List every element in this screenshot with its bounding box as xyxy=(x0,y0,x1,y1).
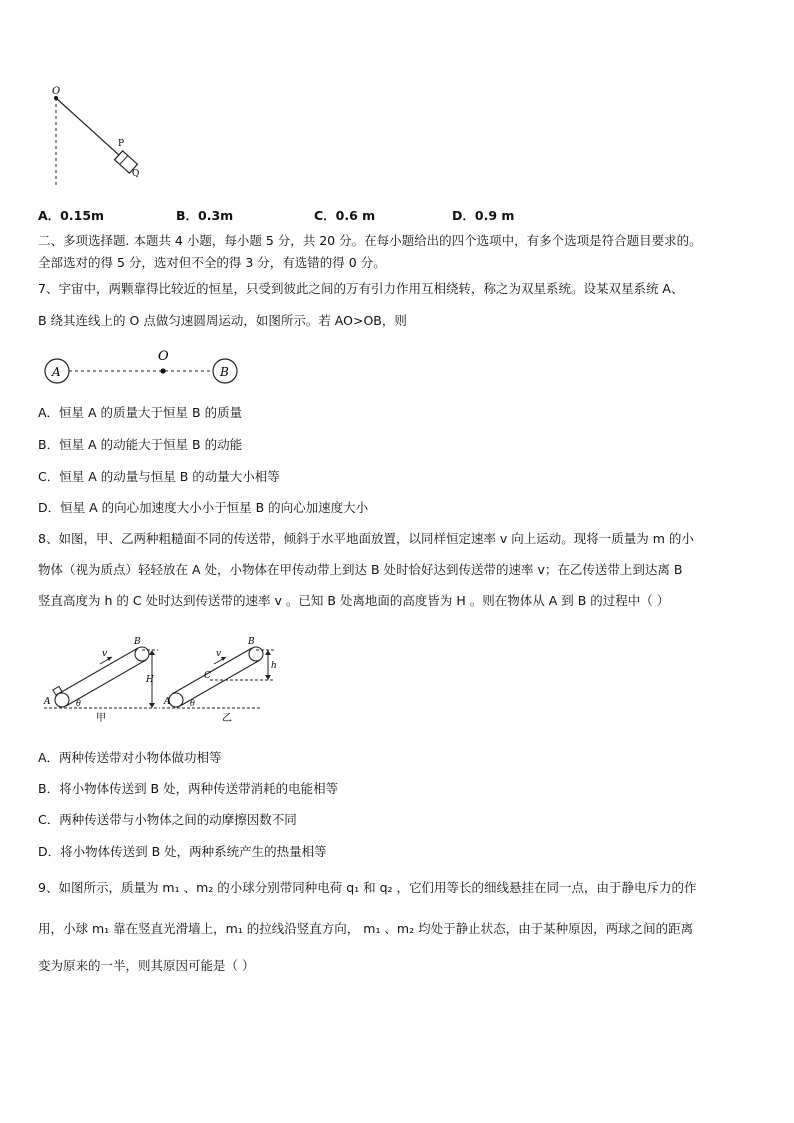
q7-line2: B 绕其连线上的 O 点做匀速圆周运动，如图所示。若 AO>OB，则 xyxy=(38,313,407,328)
star-b-label: B xyxy=(220,365,229,379)
yi-label: 乙 xyxy=(222,713,232,724)
yi-label-theta: θ xyxy=(190,699,195,708)
q7-option-a[interactable]: A．恒星 A 的质量大于恒星 B 的质量 xyxy=(38,405,243,420)
center-o xyxy=(160,368,165,373)
q7-line1: 7、宇宙中，两颗靠得比较近的恒星，只受到彼此之间的万有引力作用互相绕转，称之为双星系统。设某双星系统 A、 xyxy=(38,281,684,296)
section2-line2: 全部选对的得 5 分，选对但不全的得 3 分，有选错的得 0 分。 xyxy=(38,255,386,270)
jia-label-a: A xyxy=(44,697,51,707)
jia-label-theta: θ xyxy=(76,699,81,708)
q8-line3: 竖直高度为 h 的 C 处时达到传送带的速率 v 。已知 B 处离地面的高度皆为 H 。则在物体从 A 到 B 的过程中（ ） xyxy=(38,593,670,608)
q9-line1: 9、如图所示，质量为 m₁ 、m₂ 的小球分别带同种电荷 q₁ 和 q₂ ，它们用等长的细线悬挂在同一点，由于静电斥力的作 xyxy=(38,880,697,895)
q8-option-c[interactable]: C．两种传送带与小物体之间的动摩擦因数不同 xyxy=(38,812,297,827)
q7-option-b[interactable]: B．恒星 A 的动能大于恒星 B 的动能 xyxy=(38,437,243,452)
label-p: P xyxy=(118,139,125,149)
star-a-label: A xyxy=(52,365,61,379)
jia-label: 甲 xyxy=(96,713,106,724)
jia-label-v: v xyxy=(102,649,108,659)
q9-line2: 用，小球 m₁ 靠在竖直光滑墙上，m₁ 的拉线沿竖直方向， m₁ 、m₂ 均处于静止状态，由于某种原因，两球之间的距离 xyxy=(38,921,694,936)
q6-option-a[interactable]: A．0.15m xyxy=(38,208,105,223)
section2-line1: 二、多项选择题. 本题共 4 小题，每小题 5 分，共 20 分。在每小题给出的四个选项中，有多个选项是符合题目要求的。 xyxy=(38,233,702,248)
yi-label-h: h xyxy=(271,661,277,671)
q9-line3: 变为原来的一半，则其原因可能是（ ） xyxy=(38,958,255,973)
yi-label-a: A xyxy=(164,697,171,707)
yi-label-v: v xyxy=(216,649,222,659)
center-o-label: O xyxy=(158,349,169,364)
q7-option-d[interactable]: D．恒星 A 的向心加速度大小小于恒星 B 的向心加速度大小 xyxy=(38,500,369,515)
q7-option-c[interactable]: C．恒星 A 的动量与恒星 B 的动量大小相等 xyxy=(38,469,280,484)
q6-option-b[interactable]: B．0.3m xyxy=(176,208,234,223)
q8-option-a[interactable]: A．两种传送带对小物体做功相等 xyxy=(38,750,222,765)
jia-label-b: B xyxy=(134,637,141,647)
jia-label-h: H xyxy=(146,675,154,685)
conveyor-figure xyxy=(40,634,280,726)
q6-options xyxy=(38,207,558,225)
q6-option-d[interactable]: D．0.9 m xyxy=(452,208,515,223)
yi-label-b: B xyxy=(248,637,255,647)
binary-star-figure xyxy=(40,346,250,388)
label-o: O xyxy=(52,86,61,97)
label-q: Q xyxy=(132,169,140,179)
string-line xyxy=(56,98,120,156)
q8-line2: 物体（视为质点）轻轻放在 A 处，小物体在甲传动带上到达 B 处时恰好达到传送带的速率 v；在乙传送带上到达离 B xyxy=(38,562,683,577)
q8-option-d[interactable]: D．将小物体传送到 B 处，两种系统产生的热量相等 xyxy=(38,844,327,859)
q8-line1: 8、如图，甲、乙两种粗糙面不同的传送带，倾斜于水平地面放置，以同样恒定速率 v 向上运动。现将一质量为 m 的小 xyxy=(38,531,694,546)
yi-label-c: C xyxy=(204,671,211,681)
q8-option-b[interactable]: B．将小物体传送到 B 处，两种传送带消耗的电能相等 xyxy=(38,781,339,796)
pendulum-figure xyxy=(40,84,160,192)
q6-option-c[interactable]: C．0.6 m xyxy=(314,208,376,223)
